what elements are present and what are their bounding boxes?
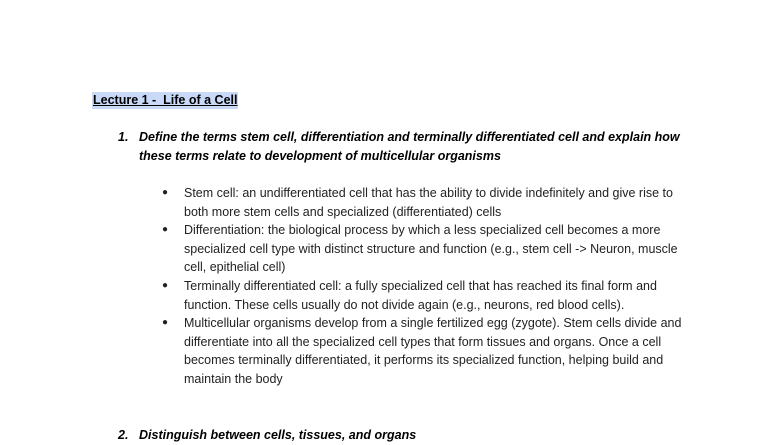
bullet-text-multicellular: Multicellular organisms develop from a single fertilized egg (zygote). Stem cells divide and differentiate into all the specialized cell types that form tissues and organs. Once a cell becomes terminally differentiated, it performs its specialized function, helping build and maintain the body [184,316,682,386]
list-item [160,277,700,314]
question-1-number: 1. [118,130,129,144]
question-1 [118,128,718,168]
bullet-icon: ● [162,279,169,291]
bullet-icon: ● [162,224,169,236]
question-1-text: Define the terms stem cell, differentiation and terminally differentiated cell and explain how these terms relate to development of multicellular organisms [139,130,680,163]
list-item [160,314,700,388]
lecture-heading: Lecture 1 - Life of a Cell [93,93,238,107]
answer-bullet-list [160,184,700,389]
bullet-text-terminally-differentiated: Terminally differentiated cell: a fully specialized cell that has reached its final form and function. These cells usually do not divide again (e.g., neurons, red blood cells). [184,278,657,312]
list-item [160,184,700,221]
list-item [160,221,700,277]
bullet-text-differentiation: Differentiation: the biological process by which a less specialized cell becomes a more specialized cell type with distinct structure and function (e.g., stem cell -> Neuron, muscle cell, epithelial cell) [184,223,678,275]
question-2-number: 2. [118,428,129,442]
bullet-icon: ● [162,187,169,198]
bullet-icon: ● [162,317,169,329]
question-2 [118,426,718,445]
bullet-text-stem-cell: Stem cell: an undifferentiated cell that has the ability to divide indefinitely and give rise to both more stem cells and specialized (differentiated) cells [184,186,673,219]
question-2-text: Distinguish between cells, tissues, and organs [139,428,417,442]
